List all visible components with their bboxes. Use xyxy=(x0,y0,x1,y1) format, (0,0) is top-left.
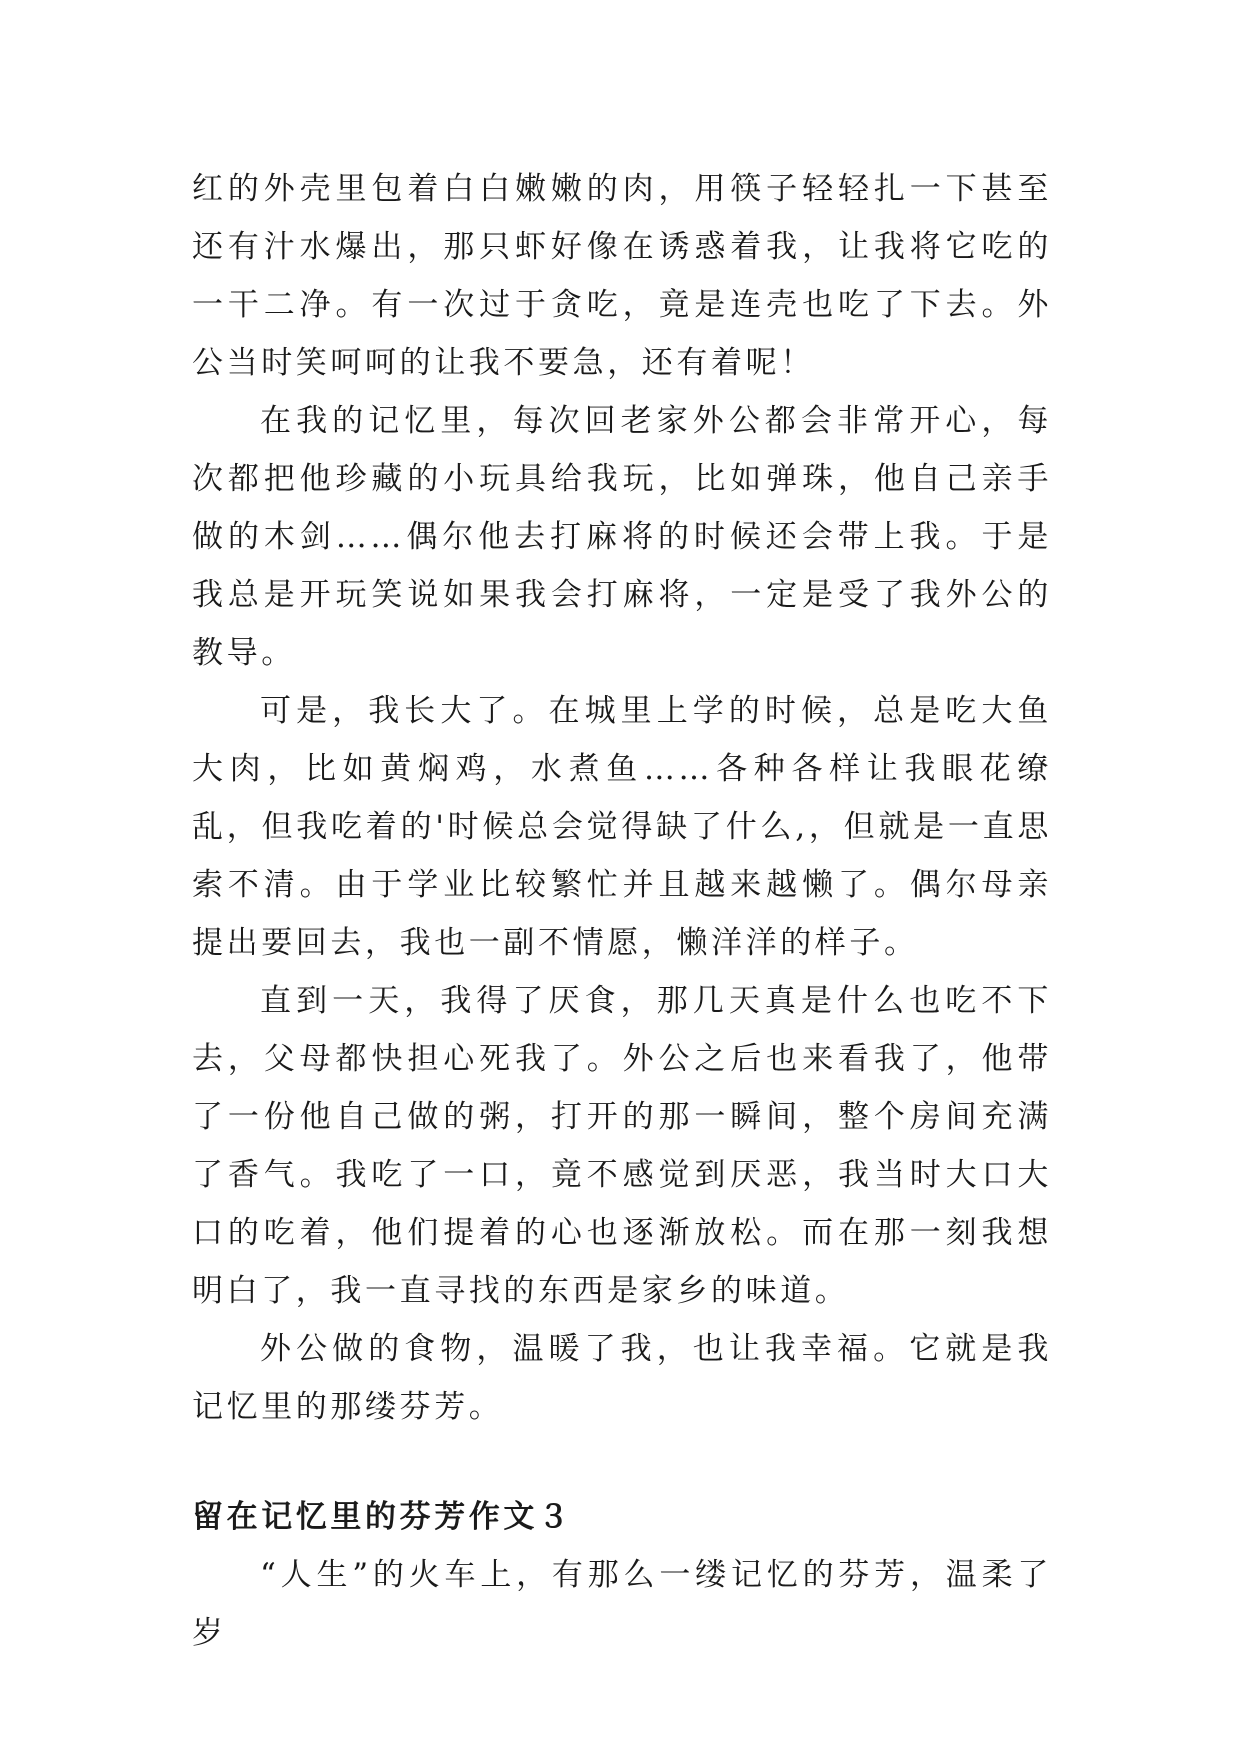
paragraph-conclusion: 外公做的食物，温暖了我，也让我幸福。它就是我记忆里的那缕芬芳。 xyxy=(192,1331,1052,1425)
paragraph-shrimp: 红的外壳里包着白白嫩嫩的肉，用筷子轻轻扎一下甚至还有汁水爆出，那只虾好像在诱惑着我，让我将它吃的一干二净。有一次过于贪吃，竟是连壳也吃了下去。外公当时笑呵呵的让我不要急，还有着呢！ xyxy=(192,171,1052,381)
paragraph-grown-up: 可是，我长大了。在城里上学的时候，总是吃大鱼大肉，比如黄焖鸡，水煮鱼……各种各样让我眼花缭乱，但我吃着的'时候总会觉得缺了什么,，但就是一直思索不清。由于学业比较繁忙并且越来越懒了。偶尔母亲提出要回去，我也一副不情愿，懒洋洋的样子。 xyxy=(192,693,1052,961)
section-title: 留在记忆里的芬芳作文３ xyxy=(192,1499,573,1535)
paragraph-anorexia: 直到一天，我得了厌食，那几天真是什么也吃不下去，父母都快担心死我了。外公之后也来看我了，他带了一份他自己做的粥，打开的那一瞬间，整个房间充满了香气。我吃了一口，竟不感觉到厌恶，我当时大口大口的吃着，他们提着的心也逐渐放松。而在那一刻我想明白了，我一直寻找的东西是家乡的味道。 xyxy=(192,983,1052,1309)
document-page xyxy=(192,160,1052,1662)
paragraph-train: “人生”的火车上，有那么一缕记忆的芬芳，温柔了岁 xyxy=(192,1557,1052,1651)
paragraph-toys: 在我的记忆里，每次回老家外公都会非常开心，每次都把他珍藏的小玩具给我玩，比如弹珠，他自己亲手做的木剑……偶尔他去打麻将的时候还会带上我。于是我总是开玩笑说如果我会打麻将，一定是受了我外公的教导。 xyxy=(192,403,1052,671)
